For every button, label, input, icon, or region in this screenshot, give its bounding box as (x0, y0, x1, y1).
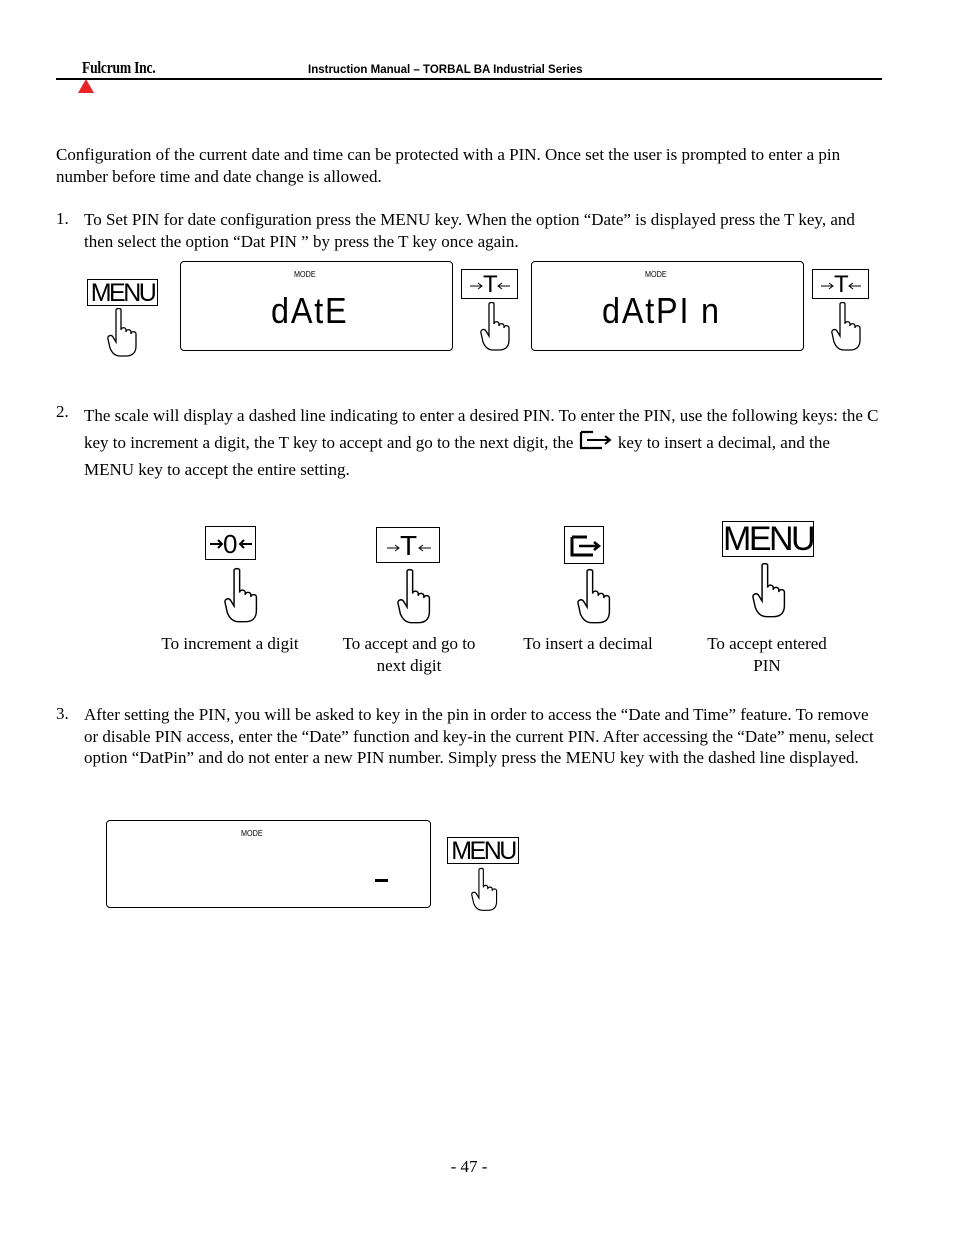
brand-logo: Fulcrum Inc. (82, 58, 156, 77)
zero-key (205, 526, 256, 560)
pressing-hand-icon (224, 566, 262, 626)
mode-label: MODE (241, 828, 263, 838)
dash-segment (375, 879, 388, 882)
tare-key (376, 527, 440, 563)
step-number: 3. (56, 704, 69, 723)
lcd-display-datpin (531, 261, 804, 351)
menu-key: MENU (87, 279, 158, 306)
caption-decimal: To insert a decimal (523, 634, 653, 653)
decimal-key-icon (565, 527, 603, 563)
decimal-key-icon (578, 429, 614, 451)
pressing-hand-icon (397, 567, 435, 627)
tare-key (461, 269, 518, 299)
mode-label: MODE (294, 269, 316, 279)
step-text: To Set PIN for date configuration press the MENU key. When the option “Date” is displayed press the T key, and then select the option “Dat PIN ” by press the T key once again. (84, 210, 855, 251)
tare-key (812, 269, 869, 299)
page-number: - 47 - (450, 1157, 488, 1176)
caption-accept-pin: To accept entered PIN (707, 634, 827, 675)
tare-key-label: T (834, 271, 849, 298)
step-number: 1. (56, 209, 69, 228)
pressing-hand-icon (577, 567, 615, 627)
pressing-hand-icon (752, 560, 790, 622)
decimal-key (564, 526, 604, 564)
caption-accept-next: To accept and go to next digit (342, 634, 476, 675)
header-rule (56, 78, 882, 80)
mode-label: MODE (645, 269, 667, 279)
pressing-hand-icon (471, 866, 501, 914)
lcd-display-date (180, 261, 453, 351)
pressing-hand-icon (480, 302, 514, 352)
lcd-text: dAtPI n (602, 290, 721, 331)
step-text-after: key to insert a decimal, and the MENU key to accept the entire setting. (84, 433, 830, 479)
tare-key-label: T (483, 271, 498, 298)
step-number: 2. (56, 402, 69, 421)
intro-paragraph: Configuration of the current date and time can be protected with a PIN. Once set the user is prompted to enter a pin number before time and date change is allowed. (56, 145, 841, 186)
menu-key: MENU (447, 837, 519, 864)
step-text-before: The scale will display a dashed line indicating to enter a desired PIN. To enter the PIN, use the following keys: the C key to increment a digit, the T key to accept and go to the next digit, the (84, 406, 879, 452)
lcd-display-dash (106, 820, 431, 908)
header-title: Instruction Manual – TORBAL BA Industrial Series (308, 64, 583, 76)
caption-increment: To increment a digit (161, 634, 299, 653)
step-text (84, 402, 880, 483)
tare-key-label: T (400, 530, 418, 561)
pressing-hand-icon (831, 302, 865, 352)
pressing-hand-icon (107, 308, 141, 358)
brand-triangle-icon (78, 79, 94, 93)
menu-key: MENU (723, 520, 814, 558)
zero-key-label: 0 (223, 529, 238, 559)
step-text: After setting the PIN, you will be asked to key in the pin in order to access the “Date and Time” feature. To remove or disable PIN access, enter the “Date” function and key-in the current PIN. After accessing the “Date” menu, select option “DatPin” and do not enter a new PIN number. Simply press the MENU key with the dashed line displayed. (84, 705, 874, 767)
lcd-text: dAtE (271, 290, 349, 331)
